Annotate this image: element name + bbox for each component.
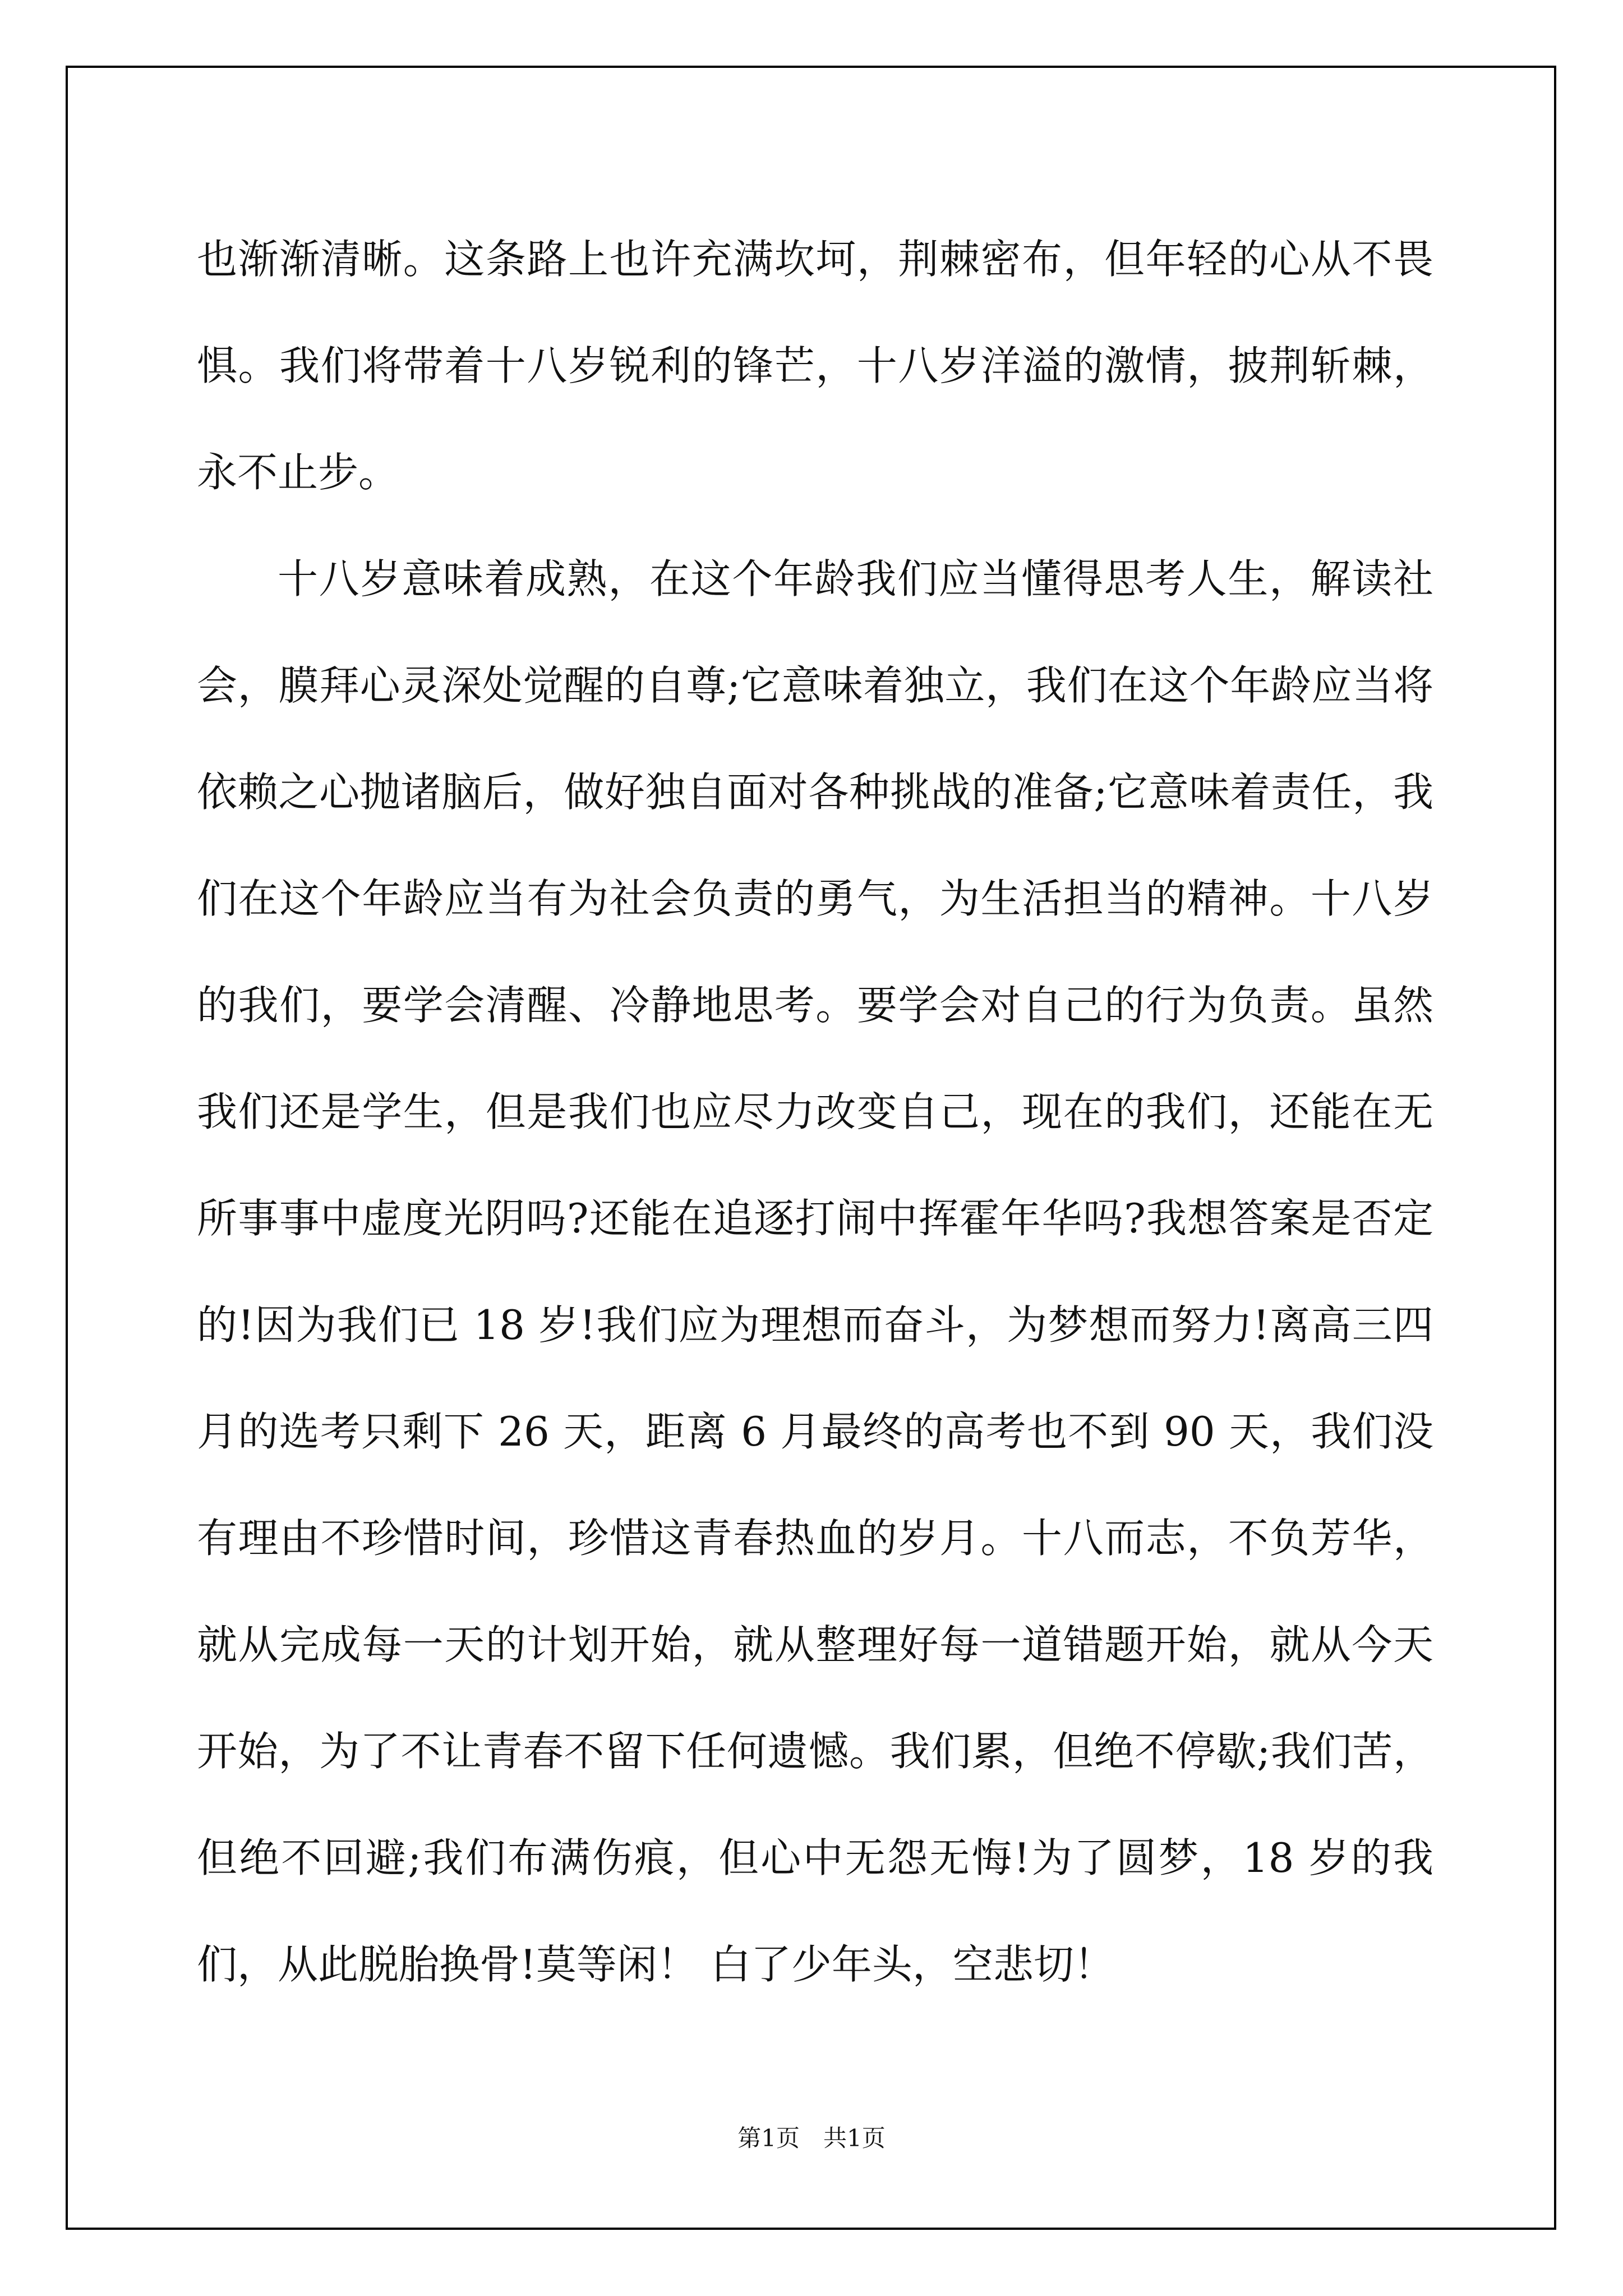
- page-footer: 第1页 共1页: [737, 2124, 886, 2152]
- document-body: [197, 206, 1433, 2018]
- paragraph-2: 十八岁意味着成熟，在这个年龄我们应当懂得思考人生，解读社会，膜拜心灵深处觉醒的自尊;它意味着独立，我们在这个年龄应当将依赖之心抛诸脑后，做好独自面对各种挑战的准备;它意味着责任，我们在这个年龄应当有为社会负责的勇气，为生活担当的精神。十八岁的我们，要学会清醒、冷静地思考。要学会对自己的行为负责。虽然我们还是学生，但是我们也应尽力改变自己，现在的我们，还能在无所事事中虚度光阴吗?还能在追逐打闹中挥霍年华吗?我想答案是否定的!因为我们已 18 岁!我们应为理想而奋斗，为梦想而努力!离高三四月的选考只剩下 26 天，距离 6 月最终的高考也不到 90 天，我们没有理由不珍惜时间，珍惜这青春热血的岁月。十八而志，不负芳华，就从完成每一天的计划开始，就从整理好每一道错题开始，就从今天开始，为了不让青春不留下任何遗憾。我们累，但绝不停歇;我们苦，但绝不回避;我们布满伤痕，但心中无怨无悔!为了圆梦，18 岁的我们，从此脱胎换骨!莫等闲！ 白了少年头，空悲切！: [197, 555, 1433, 1988]
- paragraph-1: 也渐渐清晰。这条路上也许充满坎坷，荆棘密布，但年轻的心从不畏惧。我们将带着十八岁锐利的锋芒，十八岁洋溢的激情，披荆斩棘，永不止步。: [197, 236, 1433, 496]
